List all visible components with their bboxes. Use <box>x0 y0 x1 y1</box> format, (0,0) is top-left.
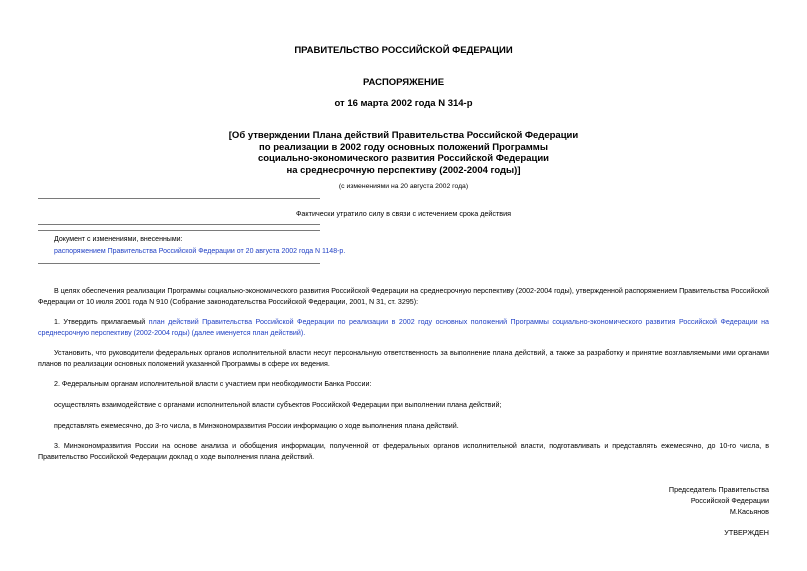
changes-note: (с изменениями на 20 августа 2002 года) <box>338 183 469 190</box>
approved-label: УТВЕРЖДЕН <box>724 528 769 537</box>
signature-block <box>669 484 769 517</box>
government-heading: ПРАВИТЕЛЬСТВО РОССИЙСКОЙ ФЕДЕРАЦИИ <box>294 45 513 56</box>
intro-paragraph: В целях обеспечения реализации Программы социально-экономического развития Российской Федерации на среднесрочную перспективу (2002-2004 годы), утвержденной распоряжением Правительства Российской Федерации от 10 июля 2001 года N 910 (Собрание законодательства Российской Федерации, 2001, N 31, ст. 3295): <box>38 287 769 306</box>
paragraph-2b: представлять ежемесячно, до 3-го числа, в Минэкономразвития России информацию о ходе выполнения плана действий. <box>54 422 459 430</box>
amendment-link[interactable]: распоряжением Правительства Российской Федерации от 20 августа 2002 года N 1148-р. <box>54 248 346 255</box>
paragraph-2: 2. Федеральным органам исполнительной власти с участием при необходимости Банка России: <box>54 380 372 388</box>
document-subject <box>0 130 807 176</box>
subject-line: [Об утверждении Плана действий Правительства Российской Федерации <box>228 130 579 141</box>
paragraph-2a: осуществлять взаимодействие с органами исполнительной власти субъектов Российской Федерации при выполнении плана действий; <box>54 401 502 409</box>
paragraph-1 <box>38 317 769 339</box>
subject-line: социально-экономического развития Российской Федерации <box>257 153 550 164</box>
divider <box>38 263 320 264</box>
divider <box>38 230 320 231</box>
subject-line: по реализации в 2002 году основных положений Программы <box>259 141 548 153</box>
paragraph-3: 3. Минэкономразвития России на основе анализа и обобщения информации, полученной от федеральных органов исполнительной власти, подготавливать и представлять ежемесячно, до 10-го числа, в Правительство Российской Федерации доклад о ходе выполнения плана действий. <box>38 442 769 461</box>
establish-paragraph: Установить, что руководители федеральных органов исполнительной власти несут персональную ответственность за выполнение плана действий, а также за разработку и принятие возглавляемыми ими органами планов по реализации основных положений указанной Программы в сфере их ведения. <box>38 349 769 368</box>
divider <box>38 198 320 199</box>
lost-force-status: Фактически утратило силу в связи с истечением срока действия <box>295 209 512 218</box>
amendments-label: Документ с изменениями, внесенными: <box>54 236 183 243</box>
subject-line: на среднесрочную перспективу (2002-2004 годы)] <box>286 164 521 176</box>
document-type-heading: РАСПОРЯЖЕНИЕ <box>362 77 445 88</box>
signatory-name: М.Касьянов <box>729 507 769 516</box>
divider <box>38 224 320 225</box>
signatory-title-line2: Российской Федерации <box>690 496 769 505</box>
signatory-title-line1: Председатель Правительства <box>668 485 769 494</box>
paragraph-1-prefix: 1. Утвердить прилагаемый <box>54 318 146 326</box>
action-plan-link[interactable]: план действий Правительства Российской Федерации по реализации в 2002 году основных положений Программы социально-экономического развития Российской Федерации на среднесрочную перспективу (2002-2004 годы) (далее именуется план действий). <box>38 318 770 337</box>
date-number-heading: от 16 марта 2002 года N 314-р <box>334 98 473 109</box>
